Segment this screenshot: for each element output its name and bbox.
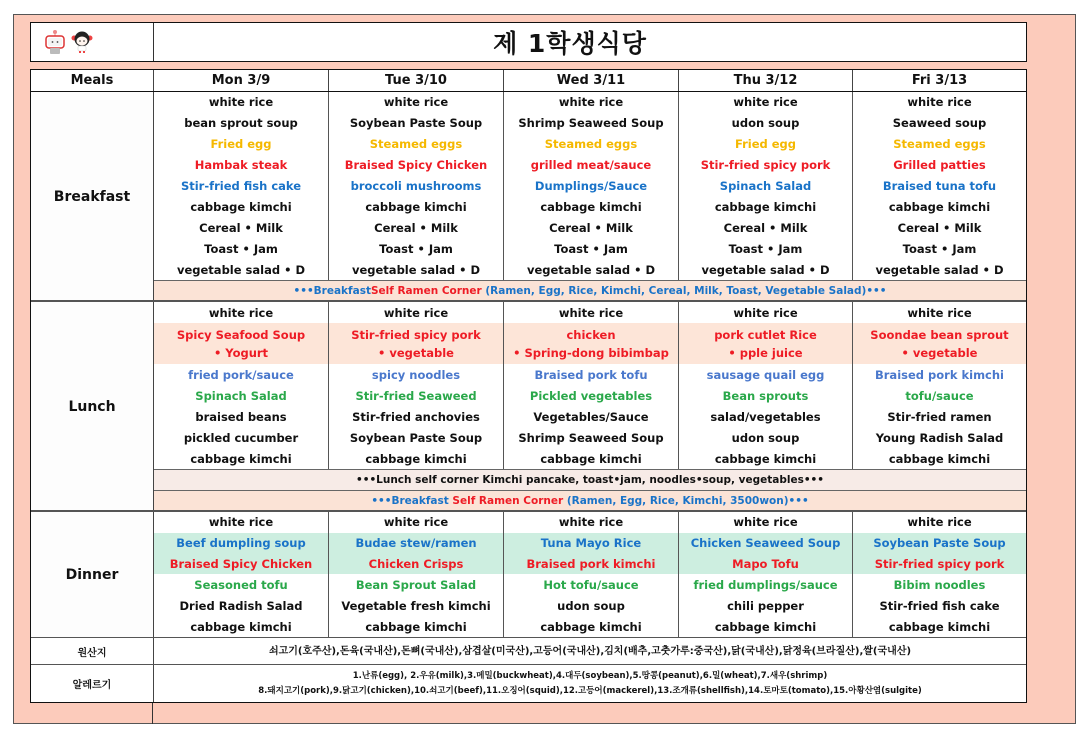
lunch-main-dish <box>853 323 1026 364</box>
menu-item: Chicken Seaweed Soup <box>679 533 852 554</box>
day-header-wed: Wed 3/11 <box>504 70 679 91</box>
day-header-tue: Tue 3/10 <box>329 70 504 91</box>
allergy-row <box>31 664 1026 702</box>
menu-item: Toast • Jam <box>902 241 977 256</box>
meals-header: Meals <box>31 70 154 91</box>
menu-item: Shrimp Seaweed Soup <box>518 116 664 131</box>
dinner-column-fri <box>853 512 1026 637</box>
banner-prefix: •••Breakfast <box>371 495 453 507</box>
origin-text: 쇠고기(호주산),돈육(국내산),돈뼈(국내산),삼겹살(미국산),고등어(국내산),김치(배추,고춧가루:중국산),닭(국내산),닭정육(브라질산),쌀(국내산) <box>268 645 912 657</box>
menu-item: cabbage kimchi <box>888 619 991 634</box>
menu-item: Soondae bean sprout <box>870 327 1009 342</box>
breakfast-column-tue <box>329 92 504 280</box>
allergy-content <box>154 665 1026 702</box>
robot-mascot-icon <box>44 29 66 55</box>
menu-item: udon soup <box>557 598 625 613</box>
logo-cell <box>31 23 154 61</box>
menu-item: Fried egg <box>734 137 797 152</box>
origin-row <box>31 637 1026 664</box>
menu-item: white rice <box>383 305 449 320</box>
day-header-fri: Fri 3/13 <box>911 73 968 88</box>
menu-item: Dumplings/Sauce <box>534 179 648 193</box>
menu-item: • Yogurt <box>213 345 269 360</box>
menu-item: Spicy Seafood Soup <box>176 327 306 342</box>
menu-item: cabbage kimchi <box>365 619 467 634</box>
menu-item: Budae stew/ramen <box>329 533 503 554</box>
menu-item: broccoli mushrooms <box>350 179 482 193</box>
menu-item: Bean sprouts <box>722 388 809 403</box>
banner-highlight: Self Ramen Corner <box>370 285 482 297</box>
lunch-ramen-banner <box>154 490 1026 511</box>
menu-item: tofu/sauce <box>905 388 974 403</box>
menu-item: chili pepper <box>727 598 804 613</box>
menu-item: Toast • Jam <box>554 241 628 256</box>
menu-item: Chicken Crisps <box>329 554 503 575</box>
menu-item: Cereal • Milk <box>897 220 982 235</box>
allergy-label: 알레르기 <box>31 665 154 702</box>
menu-item: Young Radish Salad <box>875 430 1004 445</box>
menu-item: Tuna Mayo Rice <box>504 533 678 554</box>
menu-item: white rice <box>733 515 798 530</box>
lunch-main-dish <box>504 323 678 364</box>
banner-highlight: Self Ramen Corner <box>452 495 564 507</box>
menu-item: white rice <box>208 95 274 110</box>
menu-item: Steamed eggs <box>369 137 463 152</box>
lunch-main-dish <box>154 323 328 364</box>
menu-item: cabbage kimchi <box>714 619 817 634</box>
menu-item: Braised pork kimchi <box>875 367 1004 382</box>
menu-item: braised beans <box>195 409 287 424</box>
menu-item: Toast • Jam <box>379 241 453 256</box>
menu-item: cabbage kimchi <box>540 619 642 634</box>
menu-item: white rice <box>208 515 274 530</box>
breakfast-column-mon <box>154 92 329 280</box>
menu-item: white rice <box>208 305 274 320</box>
menu-item: white rice <box>383 515 449 530</box>
menu-item: • vegetable <box>901 345 978 360</box>
menu-item: Steamed eggs <box>544 137 638 152</box>
menu-item: Soybean Paste Soup <box>853 533 1026 554</box>
menu-item: fried pork/sauce <box>188 367 294 382</box>
menu-item: Braised pork tofu <box>534 367 648 382</box>
menu-item: Braised pork kimchi <box>504 554 678 575</box>
menu-item: Soybean Paste Soup <box>349 116 483 131</box>
menu-item: Beef dumpling soup <box>154 533 328 554</box>
menu-item: Stir-fried fish cake <box>180 179 302 193</box>
menu-item: cabbage kimchi <box>714 451 817 466</box>
menu-item: Spinach Salad <box>195 388 287 403</box>
lunch-column-mon <box>154 302 329 469</box>
page-title: 제 1학생식당 <box>493 29 647 58</box>
menu-item: white rice <box>733 95 798 110</box>
menu-item: Stir-fried anchovies <box>352 409 480 424</box>
menu-item: white rice <box>733 305 798 320</box>
menu-item: white rice <box>907 305 972 320</box>
menu-item: Vegetables/Sauce <box>533 409 649 424</box>
dinner-label: Dinner <box>31 512 154 638</box>
menu-item: Stir-fried Seaweed <box>355 388 477 403</box>
breakfast-column-wed <box>504 92 679 280</box>
menu-item: Cereal • Milk <box>199 220 283 235</box>
menu-item: white rice <box>558 305 624 320</box>
menu-item: Cereal • Milk <box>374 220 458 235</box>
menu-item: Grilled patties <box>893 158 986 173</box>
menu-item: white rice <box>907 95 972 110</box>
dinner-column-wed <box>504 512 679 637</box>
allergy-line-2: 8.돼지고기(pork),9.닭고기(chicken),10.쇠고기(beef),11.오징어(squid),12.고등어(mackerel),13.조개류(shellfish),14.토마토(tomato),15.아황산염(sulgite) <box>258 685 922 696</box>
header <box>30 22 1027 62</box>
menu-item: udon soup <box>731 116 800 131</box>
banner-prefix: •••Breakfast <box>293 285 371 297</box>
menu-item: • vegetable <box>378 345 454 360</box>
menu-item: spicy noodles <box>371 367 461 382</box>
menu-item: bean sprout soup <box>184 116 298 131</box>
menu-item: Seaweed soup <box>892 116 987 131</box>
menu-item: white rice <box>558 515 624 530</box>
menu-item: cabbage kimchi <box>888 451 991 466</box>
menu-item: white rice <box>558 95 624 110</box>
menu-item: vegetable salad • D <box>176 262 305 277</box>
origin-label: 원산지 <box>31 638 154 664</box>
menu-item: Bean Sprout Salad <box>355 577 477 592</box>
menu-item: Toast • Jam <box>728 241 803 256</box>
menu-item: • pple juice <box>728 345 803 360</box>
lunch-label: Lunch <box>31 302 154 511</box>
menu-item: grilled meat/sauce <box>530 158 652 173</box>
menu-item: Fried egg <box>210 137 272 152</box>
breakfast-ramen-banner <box>154 280 1026 301</box>
dinner-column-mon <box>154 512 329 637</box>
menu-item: Dried Radish Salad <box>179 598 303 613</box>
bottom-divider <box>152 703 153 724</box>
menu-item: cabbage kimchi <box>888 199 991 214</box>
menu-item: Stir-fried spicy pork <box>853 554 1026 575</box>
menu-table <box>30 69 1027 703</box>
menu-item: pickled cucumber <box>183 430 299 445</box>
dinner-column-thu <box>679 512 853 637</box>
breakfast-label: Breakfast <box>31 92 154 301</box>
menu-item: vegetable salad • D <box>526 262 655 277</box>
menu-item: Braised tuna tofu <box>882 179 997 193</box>
menu-item: Mapo Tofu <box>679 554 852 575</box>
menu-item: cabbage kimchi <box>540 199 642 214</box>
menu-item: Shrimp Seaweed Soup <box>518 430 664 445</box>
menu-item: cabbage kimchi <box>540 451 642 466</box>
menu-item: Hot tofu/sauce <box>543 577 639 592</box>
menu-item: salad/vegetables <box>710 409 821 424</box>
banner-suffix: (Ramen, Egg, Rice, Kimchi, 3500won)••• <box>563 495 809 507</box>
banner-suffix: (Ramen, Egg, Rice, Kimchi, Cereal, Milk, Toast, Vegetable Salad)••• <box>481 285 887 297</box>
menu-item: Stir-fried fish cake <box>879 598 1000 613</box>
menu-item: cabbage kimchi <box>190 451 292 466</box>
girl-mascot-icon <box>70 30 94 54</box>
menu-item: cabbage kimchi <box>190 619 292 634</box>
menu-item: Stir-fried spicy pork <box>351 327 481 342</box>
menu-item: sausage quail egg <box>706 367 825 382</box>
menu-item: cabbage kimchi <box>714 199 817 214</box>
menu-item: Spinach Salad <box>719 179 812 193</box>
menu-item: cabbage kimchi <box>190 199 292 214</box>
menu-item: Bibim noodles <box>893 577 986 592</box>
menu-item: • Spring-dong bibimbap <box>513 345 669 360</box>
day-header-thu: Thu 3/12 <box>679 70 853 91</box>
menu-item: fried dumplings/sauce <box>693 577 838 592</box>
breakfast-column-thu <box>679 92 853 280</box>
menu-item: vegetable salad • D <box>875 262 1004 277</box>
menu-item: pork cutlet Rice <box>714 327 817 342</box>
lunch-self-corner-banner: •••Lunch self corner Kimchi pancake, toast•jam, noodles•soup, vegetables••• <box>154 469 1026 490</box>
day-header-mon: Mon 3/9 <box>154 70 329 91</box>
menu-item: Hambak steak <box>194 158 288 173</box>
menu-item: udon soup <box>731 430 800 445</box>
menu-item: vegetable salad • D <box>701 262 830 277</box>
menu-item: cabbage kimchi <box>365 199 467 214</box>
menu-item: chicken <box>566 327 616 342</box>
lunch-column-fri <box>853 302 1026 469</box>
lunch-main-dish <box>329 323 503 364</box>
menu-item: white rice <box>907 515 972 530</box>
dinner-column-tue <box>329 512 504 637</box>
menu-item: Braised Spicy Chicken <box>154 554 328 575</box>
allergy-line-1: 1.난류(egg), 2.우유(milk),3.메밀(buckwheat),4.대두(soybean),5.땅콩(peanut),6.밀(wheat),7.새우(shrimp) <box>352 670 828 681</box>
table-header-row <box>31 70 1026 92</box>
menu-item: Cereal • Milk <box>723 220 808 235</box>
menu-item: Steamed eggs <box>893 137 986 152</box>
menu-item: Stir-fried ramen <box>887 409 992 424</box>
menu-item: vegetable salad • D <box>351 262 480 277</box>
menu-item: Stir-fried spicy pork <box>700 158 831 173</box>
menu-item: Soybean Paste Soup <box>349 430 483 445</box>
lunch-column-thu <box>679 302 853 469</box>
menu-item: Cereal • Milk <box>549 220 633 235</box>
breakfast-column-fri <box>853 92 1026 280</box>
menu-item: Braised Spicy Chicken <box>344 158 488 173</box>
menu-item: Toast • Jam <box>204 241 278 256</box>
lunch-column-wed <box>504 302 679 469</box>
menu-item: Vegetable fresh kimchi <box>341 598 491 613</box>
menu-item: white rice <box>383 95 449 110</box>
lunch-column-tue <box>329 302 504 469</box>
lunch-main-dish <box>679 323 852 364</box>
menu-item: Seasoned tofu <box>194 577 288 592</box>
menu-item: cabbage kimchi <box>365 451 467 466</box>
menu-item: Pickled vegetables <box>529 388 653 403</box>
